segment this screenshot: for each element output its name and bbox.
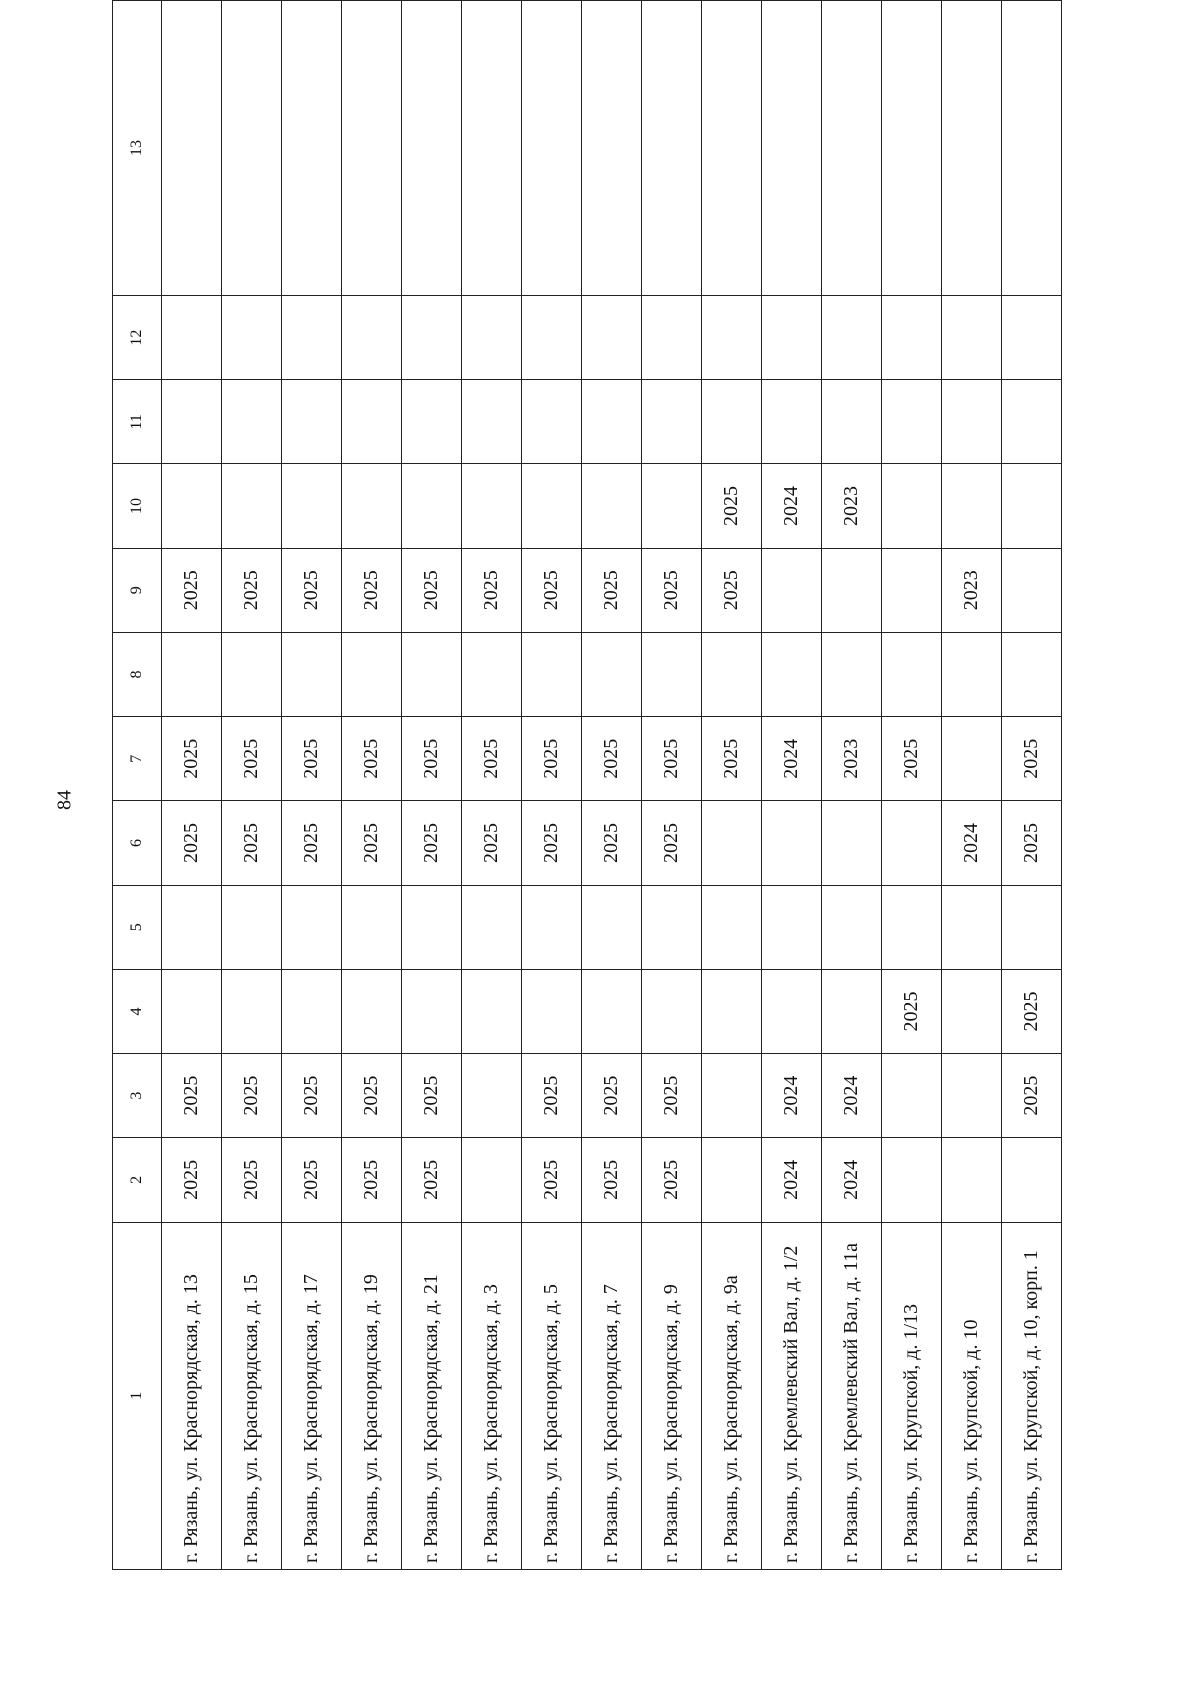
year-cell <box>941 1054 1001 1138</box>
year-cell <box>821 632 881 716</box>
year-cell <box>761 885 821 969</box>
year-cell: 2025 <box>221 548 281 632</box>
year-cell <box>161 380 221 464</box>
table-row <box>761 1 821 1570</box>
year-cell <box>641 464 701 548</box>
table-row <box>581 1 641 1570</box>
year-cell <box>581 464 641 548</box>
year-cell <box>281 380 341 464</box>
year-cell <box>761 295 821 379</box>
year-cell <box>881 1 941 296</box>
year-cell: 2025 <box>881 969 941 1053</box>
year-cell: 2024 <box>761 1054 821 1138</box>
year-cell <box>941 632 1001 716</box>
year-cell: 2025 <box>461 717 521 801</box>
year-cell <box>641 885 701 969</box>
year-cell: 2025 <box>281 1054 341 1138</box>
year-cell: 2025 <box>461 548 521 632</box>
year-cell <box>221 969 281 1053</box>
year-cell: 2025 <box>701 717 761 801</box>
year-cell <box>881 380 941 464</box>
address-cell: г. Рязань, ул. Крупской, д. 10 <box>941 1222 1001 1569</box>
table-row <box>941 1 1001 1570</box>
year-cell <box>281 295 341 379</box>
column-number: 4 <box>113 969 162 1053</box>
year-cell <box>281 885 341 969</box>
table-row <box>341 1 401 1570</box>
year-cell <box>701 295 761 379</box>
year-cell: 2025 <box>581 548 641 632</box>
column-number: 2 <box>113 1138 162 1222</box>
table-row <box>461 1 521 1570</box>
year-cell <box>641 969 701 1053</box>
year-cell <box>281 1 341 296</box>
table-row <box>221 1 281 1570</box>
year-cell: 2025 <box>161 548 221 632</box>
year-cell <box>941 1138 1001 1222</box>
year-cell <box>281 969 341 1053</box>
year-cell: 2025 <box>401 548 461 632</box>
year-cell <box>761 632 821 716</box>
year-cell <box>1001 295 1061 379</box>
year-cell <box>881 295 941 379</box>
year-cell <box>221 380 281 464</box>
year-cell <box>221 295 281 379</box>
year-cell <box>821 969 881 1053</box>
year-cell: 2025 <box>521 548 581 632</box>
year-cell <box>461 1054 521 1138</box>
column-number: 12 <box>113 295 162 379</box>
year-cell <box>281 632 341 716</box>
year-cell <box>341 969 401 1053</box>
address-cell: г. Рязань, ул. Краснорядская, д. 7 <box>581 1222 641 1569</box>
column-number: 11 <box>113 380 162 464</box>
year-cell <box>521 969 581 1053</box>
year-cell <box>701 801 761 885</box>
year-cell <box>881 1054 941 1138</box>
schedule-table-body <box>113 1 1062 1570</box>
year-cell <box>881 632 941 716</box>
year-cell <box>821 885 881 969</box>
year-cell: 2025 <box>521 1054 581 1138</box>
year-cell <box>641 295 701 379</box>
year-cell <box>701 885 761 969</box>
table-row <box>701 1 761 1570</box>
year-cell <box>941 295 1001 379</box>
column-number: 13 <box>113 1 162 296</box>
year-cell <box>341 632 401 716</box>
year-cell <box>821 801 881 885</box>
year-cell: 2025 <box>581 1054 641 1138</box>
year-cell <box>881 801 941 885</box>
year-cell: 2025 <box>641 1054 701 1138</box>
address-cell: г. Рязань, ул. Краснорядская, д. 5 <box>521 1222 581 1569</box>
year-cell <box>761 1 821 296</box>
year-cell: 2025 <box>641 717 701 801</box>
year-cell: 2024 <box>941 801 1001 885</box>
table-row <box>281 1 341 1570</box>
year-cell <box>641 632 701 716</box>
year-cell <box>1001 885 1061 969</box>
year-cell <box>521 464 581 548</box>
year-cell <box>161 1 221 296</box>
year-cell: 2025 <box>281 717 341 801</box>
year-cell: 2023 <box>821 464 881 548</box>
year-cell <box>701 1138 761 1222</box>
table-row <box>161 1 221 1570</box>
year-cell <box>1001 1138 1061 1222</box>
year-cell <box>581 1 641 296</box>
year-cell <box>1001 632 1061 716</box>
year-cell <box>881 885 941 969</box>
year-cell: 2024 <box>821 1138 881 1222</box>
year-cell <box>581 380 641 464</box>
year-cell <box>401 295 461 379</box>
page-number: 84 <box>53 790 76 810</box>
year-cell <box>461 1 521 296</box>
year-cell <box>221 464 281 548</box>
year-cell: 2023 <box>821 717 881 801</box>
year-cell <box>1001 1 1061 296</box>
year-cell: 2025 <box>341 1054 401 1138</box>
year-cell <box>701 969 761 1053</box>
year-cell: 2024 <box>761 1138 821 1222</box>
year-cell: 2024 <box>761 464 821 548</box>
year-cell <box>461 464 521 548</box>
year-cell: 2025 <box>401 1138 461 1222</box>
year-cell <box>701 1 761 296</box>
year-cell: 2025 <box>1001 801 1061 885</box>
year-cell <box>941 380 1001 464</box>
table-row <box>881 1 941 1570</box>
column-number: 1 <box>113 1222 162 1569</box>
year-cell <box>221 632 281 716</box>
year-cell: 2025 <box>581 717 641 801</box>
year-cell: 2025 <box>221 1054 281 1138</box>
year-cell <box>941 717 1001 801</box>
year-cell: 2025 <box>461 801 521 885</box>
year-cell: 2025 <box>521 801 581 885</box>
year-cell <box>521 380 581 464</box>
year-cell <box>161 632 221 716</box>
year-cell: 2025 <box>161 717 221 801</box>
year-cell <box>581 969 641 1053</box>
year-cell <box>941 464 1001 548</box>
year-cell: 2025 <box>581 801 641 885</box>
year-cell <box>401 632 461 716</box>
year-cell <box>341 464 401 548</box>
year-cell <box>401 1 461 296</box>
year-cell <box>341 885 401 969</box>
year-cell <box>401 885 461 969</box>
year-cell: 2025 <box>341 717 401 801</box>
year-cell <box>581 885 641 969</box>
year-cell <box>881 1138 941 1222</box>
year-cell <box>881 548 941 632</box>
column-number: 3 <box>113 1054 162 1138</box>
year-cell <box>761 548 821 632</box>
schedule-table <box>112 0 1062 1570</box>
year-cell <box>1001 464 1061 548</box>
year-cell <box>761 380 821 464</box>
year-cell <box>221 885 281 969</box>
year-cell <box>401 969 461 1053</box>
year-cell: 2025 <box>341 548 401 632</box>
year-cell: 2025 <box>1001 969 1061 1053</box>
year-cell <box>401 380 461 464</box>
year-cell <box>761 801 821 885</box>
year-cell: 2025 <box>701 548 761 632</box>
year-cell <box>521 885 581 969</box>
year-cell <box>341 1 401 296</box>
table-row <box>401 1 461 1570</box>
address-cell: г. Рязань, ул. Краснорядская, д. 15 <box>221 1222 281 1569</box>
year-cell: 2025 <box>161 801 221 885</box>
year-cell <box>521 632 581 716</box>
year-cell: 2025 <box>221 1138 281 1222</box>
year-cell: 2025 <box>641 801 701 885</box>
year-cell <box>161 464 221 548</box>
address-cell: г. Рязань, ул. Краснорядская, д. 19 <box>341 1222 401 1569</box>
year-cell <box>821 295 881 379</box>
year-cell: 2025 <box>281 1138 341 1222</box>
address-cell: г. Рязань, ул. Краснорядская, д. 13 <box>161 1222 221 1569</box>
column-number: 6 <box>113 801 162 885</box>
address-cell: г. Рязань, ул. Краснорядская, д. 9 <box>641 1222 701 1569</box>
year-cell: 2025 <box>341 1138 401 1222</box>
year-cell <box>461 969 521 1053</box>
address-cell: г. Рязань, ул. Кремлевский Вал, д. 11а <box>821 1222 881 1569</box>
year-cell <box>461 885 521 969</box>
year-cell: 2025 <box>401 1054 461 1138</box>
column-number: 5 <box>113 885 162 969</box>
year-cell: 2025 <box>281 801 341 885</box>
column-number: 10 <box>113 464 162 548</box>
year-cell <box>701 380 761 464</box>
year-cell <box>221 1 281 296</box>
year-cell: 2025 <box>341 801 401 885</box>
year-cell <box>461 295 521 379</box>
year-cell: 2024 <box>821 1054 881 1138</box>
year-cell: 2025 <box>401 801 461 885</box>
table-row <box>1001 1 1061 1570</box>
year-cell: 2023 <box>941 548 1001 632</box>
year-cell: 2025 <box>161 1054 221 1138</box>
year-cell <box>341 295 401 379</box>
year-cell <box>821 380 881 464</box>
year-cell: 2025 <box>281 548 341 632</box>
address-cell: г. Рязань, ул. Кремлевский Вал, д. 1/2 <box>761 1222 821 1569</box>
address-cell: г. Рязань, ул. Краснорядская, д. 3 <box>461 1222 521 1569</box>
table-row <box>521 1 581 1570</box>
address-cell: г. Рязань, ул. Крупской, д. 10, корп. 1 <box>1001 1222 1061 1569</box>
schedule-table-container <box>112 0 1062 1570</box>
year-cell <box>641 380 701 464</box>
year-cell: 2025 <box>641 1138 701 1222</box>
table-row <box>641 1 701 1570</box>
year-cell: 2025 <box>1001 717 1061 801</box>
year-cell <box>401 464 461 548</box>
year-cell <box>941 969 1001 1053</box>
year-cell <box>521 295 581 379</box>
year-cell: 2025 <box>521 1138 581 1222</box>
year-cell: 2025 <box>401 717 461 801</box>
year-cell <box>281 464 341 548</box>
address-cell: г. Рязань, ул. Крупской, д. 1/13 <box>881 1222 941 1569</box>
year-cell: 2025 <box>701 464 761 548</box>
year-cell: 2024 <box>761 717 821 801</box>
year-cell <box>941 885 1001 969</box>
column-number: 7 <box>113 717 162 801</box>
year-cell <box>461 1138 521 1222</box>
year-cell: 2025 <box>521 717 581 801</box>
year-cell <box>521 1 581 296</box>
year-cell <box>641 1 701 296</box>
column-number-row <box>113 1 162 1570</box>
column-number: 8 <box>113 632 162 716</box>
year-cell <box>701 632 761 716</box>
year-cell <box>161 969 221 1053</box>
year-cell <box>461 632 521 716</box>
year-cell: 2025 <box>641 548 701 632</box>
year-cell: 2025 <box>161 1138 221 1222</box>
year-cell <box>461 380 521 464</box>
table-row <box>821 1 881 1570</box>
year-cell: 2025 <box>881 717 941 801</box>
year-cell: 2025 <box>1001 1054 1061 1138</box>
year-cell <box>341 380 401 464</box>
year-cell <box>941 1 1001 296</box>
year-cell <box>161 295 221 379</box>
year-cell: 2025 <box>581 1138 641 1222</box>
year-cell <box>881 464 941 548</box>
year-cell: 2025 <box>221 717 281 801</box>
address-cell: г. Рязань, ул. Краснорядская, д. 21 <box>401 1222 461 1569</box>
year-cell: 2025 <box>221 801 281 885</box>
year-cell <box>1001 548 1061 632</box>
year-cell <box>701 1054 761 1138</box>
year-cell <box>1001 380 1061 464</box>
column-number: 9 <box>113 548 162 632</box>
year-cell <box>581 632 641 716</box>
year-cell <box>821 548 881 632</box>
address-cell: г. Рязань, ул. Краснорядская, д. 17 <box>281 1222 341 1569</box>
year-cell <box>581 295 641 379</box>
year-cell <box>821 1 881 296</box>
address-cell: г. Рязань, ул. Краснорядская, д. 9а <box>701 1222 761 1569</box>
year-cell <box>161 885 221 969</box>
year-cell <box>761 969 821 1053</box>
